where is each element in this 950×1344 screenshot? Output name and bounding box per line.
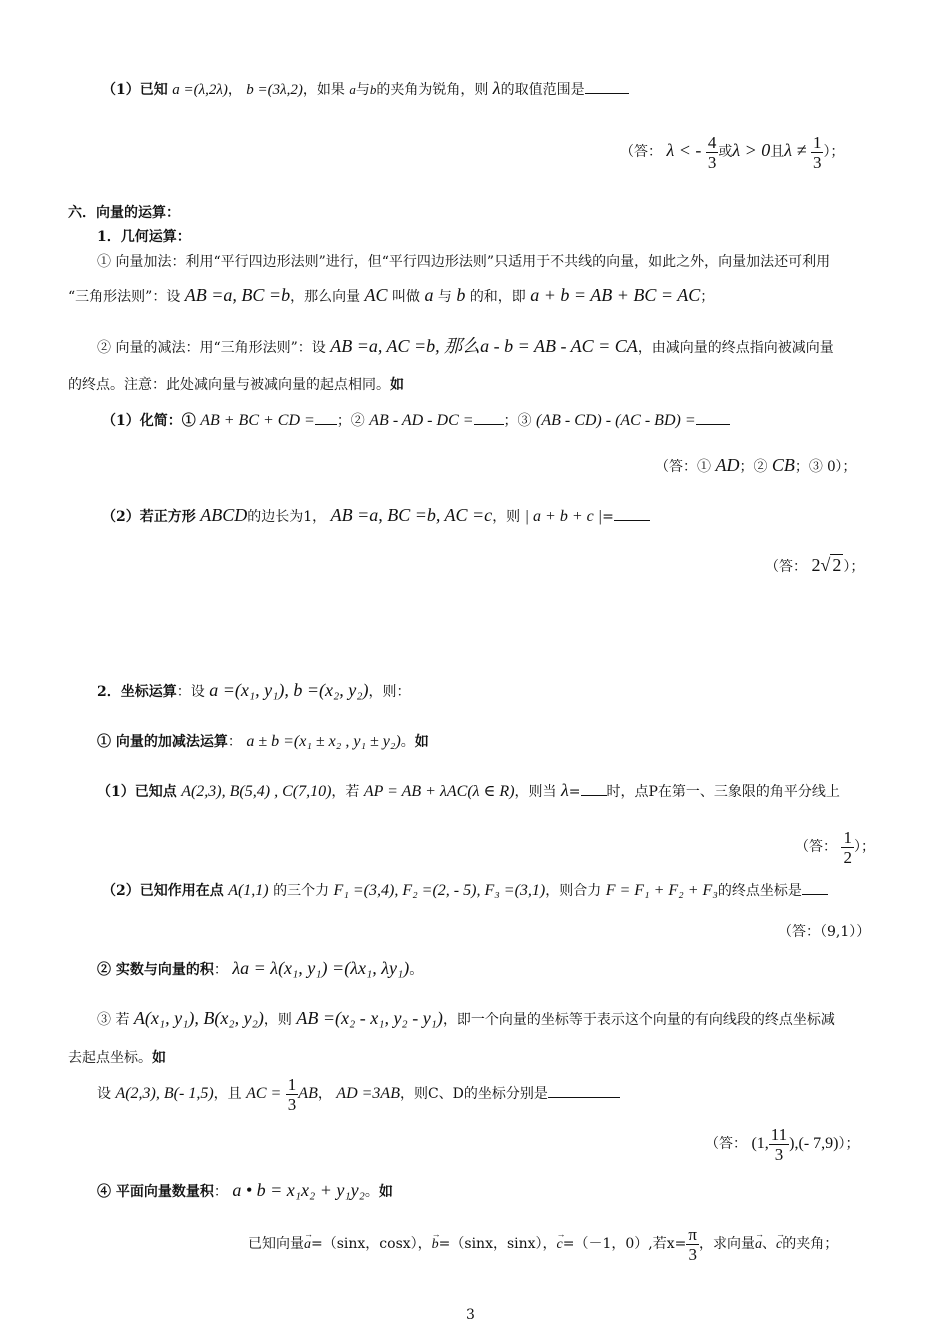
example-label: （1）已知 [102, 82, 168, 98]
text: ；② [336, 413, 365, 429]
addsub-line [97, 732, 429, 752]
denominator: 2 [843, 847, 852, 867]
math-name: ABCD [200, 505, 248, 525]
example-label: （1）已知点 [97, 784, 177, 800]
text: 如 [152, 1050, 166, 1066]
denominator: 3 [707, 152, 717, 172]
square-line [102, 505, 650, 527]
item-title: ② 实数与向量的积 [97, 962, 214, 978]
text: ，如果 [302, 82, 345, 98]
text: 的终点。注意：此处减向量与被减向量的起点相同。 [68, 377, 390, 393]
example-label: （1）化简：① [102, 413, 196, 429]
math-eq: AB =(x₂ - x₁, y₂ - y₁) [296, 1008, 443, 1028]
math-eq: a + b = AB + BC = AC [530, 285, 701, 305]
lambda-symbol: λ [560, 780, 569, 800]
text: 的取值范围是 [500, 82, 585, 98]
paragraph: ① 向量加法：利用“平行四边形法则”进行，但“平行四边形法则”只适用于不共线的向量，如此之外，向量加法还可利用 [97, 254, 831, 270]
punct: ： [213, 1184, 228, 1200]
subsection-title: 2．坐标运算 [97, 684, 177, 700]
answer-blank [581, 781, 607, 796]
answer-blank [696, 410, 730, 425]
radicand: 2 [832, 555, 842, 575]
answer-suffix: ）； [823, 144, 845, 160]
text: =（sinx，sinx）， [438, 1236, 557, 1252]
text: 或 [718, 144, 733, 160]
text: 如 [378, 1184, 393, 1200]
section-title: 六．向量的运算： [68, 205, 180, 221]
answer-line [655, 455, 856, 477]
text: =（－1，0）,若x= [562, 1236, 687, 1252]
vector-b-def: b =(3λ,2) [246, 82, 303, 98]
math-eq: AP = AB + λAC(λ ∈ R) [363, 783, 515, 800]
math-eq: a ± b =(x₁ ± x₂ , y₁ ± y₂) [246, 733, 401, 750]
answer-blank [585, 79, 629, 94]
vector-a-def: a =(λ,2λ) [172, 82, 228, 98]
coefficient: 2 [811, 555, 821, 575]
text: 叫做 [392, 289, 420, 305]
text: 的夹角为锐角，则 [376, 82, 489, 98]
answer-math: λ > 0 [732, 140, 771, 160]
text: 如 [414, 734, 429, 750]
math-abs: | a + b + c | [524, 508, 603, 525]
answer-math: λ ≠ [784, 140, 807, 160]
punct: 。 [364, 1184, 379, 1200]
math-eq: AB =a, BC =b, AC =c [330, 505, 493, 525]
math-eq: λa = λ(x₁, y₁) =(λx₁, λy₁) [232, 958, 410, 978]
answer-blank [614, 506, 650, 521]
numerator: 11 [770, 1124, 788, 1144]
text: ，则 [263, 1012, 292, 1028]
fraction-1-2 [841, 828, 854, 867]
answer-math: AD [715, 455, 740, 475]
text: 设 [97, 1086, 111, 1102]
text: 已知向量 [248, 1236, 304, 1252]
answer-line: （答：（9,1）） [778, 924, 871, 940]
answer-prefix: （答：① [655, 459, 711, 475]
math-point: A(1,1) [228, 882, 269, 899]
answer-blank [548, 1083, 620, 1098]
numerator: 1 [812, 132, 822, 152]
punct: ： [227, 734, 242, 750]
text: ；③ [503, 413, 532, 429]
text: 时，点P在第一、三象限的角平分线上 [606, 784, 840, 800]
math-b: b [456, 285, 466, 305]
numerator: 4 [707, 132, 717, 152]
vector-b: → b [432, 1223, 439, 1267]
text: ；② [739, 459, 768, 475]
punct: 。 [409, 962, 424, 978]
answer-math: λ < - [666, 140, 702, 160]
math-AB: AB [298, 1085, 318, 1102]
answer-blank [802, 880, 828, 895]
vector-c: → c [557, 1223, 563, 1267]
text: ，求向量 [698, 1236, 755, 1252]
page-number: 3 [466, 1307, 475, 1323]
answer-line [705, 1122, 859, 1166]
answer-suffix: ）； [835, 459, 857, 475]
text: ，且 [213, 1086, 242, 1102]
punct: ： [213, 962, 228, 978]
text: ，即一个向量的坐标等于表示这个向量的有向线段的终点坐标减 [442, 1012, 835, 1028]
math-eq: AB - AD - DC = [369, 412, 474, 429]
text: 与 [355, 82, 370, 98]
answer-prefix: （答： [765, 559, 807, 575]
punct: 。 [400, 734, 415, 750]
text: ，则合力 [545, 883, 602, 899]
punct: ， [227, 82, 242, 98]
math-points: A(2,3), B(5,4) , C(7,10) [181, 783, 332, 800]
answer-math: CB [771, 455, 795, 475]
numerator: π [688, 1224, 697, 1244]
math-eq: AB + BC + CD = [200, 412, 315, 429]
text: “三角形法则”：设 [68, 289, 181, 305]
text: ：设 [176, 684, 205, 700]
text: ，那么向量 [290, 289, 361, 305]
math-eq: AC = [246, 1085, 282, 1102]
text: ；③ [794, 459, 823, 475]
example-2-line [102, 880, 828, 901]
text: 的夹角； [782, 1236, 839, 1252]
answer-math: 2√ 2 [811, 555, 842, 575]
text: ，则C、D的坐标分别是 [399, 1086, 548, 1102]
text: = [602, 509, 614, 525]
example-line [97, 1072, 620, 1116]
denominator: 3 [688, 1244, 697, 1264]
vector-a: → a [304, 1223, 311, 1267]
scalar-line [97, 958, 423, 980]
math-eq: AB =a, AC =b, 那么a - b = AB - AC = CA [330, 336, 638, 356]
text: ，则： [368, 684, 411, 700]
answer-suffix: ）； [843, 559, 865, 575]
answer-math: (1, [751, 1135, 769, 1152]
answer-line [795, 825, 875, 869]
denominator: 3 [812, 152, 822, 172]
answer-blank [315, 410, 337, 425]
text: ② 向量的减法：用“三角形法则”：设 [97, 340, 326, 356]
numerator: 1 [843, 827, 852, 847]
fraction-1-3 [811, 133, 824, 172]
answer-line [765, 555, 864, 577]
text: ③ 若 [97, 1012, 130, 1028]
addition-line [68, 285, 714, 307]
math-eq: F = F₁ + F₂ + F₃ [605, 882, 718, 899]
answer-prefix: （答： [620, 144, 662, 160]
punct: ； [700, 289, 715, 305]
answer-math: 0 [827, 458, 836, 475]
subtraction-line [97, 336, 834, 358]
fraction-pi-3 [686, 1225, 699, 1264]
answer-prefix: （答： [795, 839, 837, 855]
math-a: a [424, 285, 434, 305]
coord-diff-line [97, 1008, 835, 1030]
item-title: ① 向量的加减法运算 [97, 734, 228, 750]
text: 的和，即 [469, 289, 526, 305]
dot-product-example [248, 1222, 838, 1267]
paragraph [68, 1048, 166, 1068]
text: 与 [437, 289, 452, 305]
example-label: （2）已知作用在点 [102, 883, 224, 899]
text: 的终点坐标是 [717, 883, 802, 899]
coord-title-line [97, 680, 410, 702]
text: 且 [770, 144, 785, 160]
vector-c: → c [776, 1223, 782, 1267]
example-angle-line [102, 78, 629, 100]
text: 的三个力 [273, 883, 330, 899]
item-title: ④ 平面向量数量积 [97, 1184, 214, 1200]
lambda-symbol: λ [492, 78, 501, 98]
example-1-line: （1）已知点 A(2,3), B(5,4) , C(7,10)，若 AP = AB + λAC(λ ∈ R)，则当 λ= 时，点P在第一、三象限的角平分线上 [97, 780, 840, 800]
denominator: 3 [774, 1144, 784, 1164]
fraction-1-3 [286, 1075, 299, 1114]
answer-line [620, 128, 844, 174]
vector-a: a [349, 82, 356, 97]
text: 的边长为1， [247, 509, 327, 525]
vector-a: → a [755, 1223, 762, 1267]
math-AC: AC [364, 285, 388, 305]
math-eq: a =(x₁, y₁), b =(x₂, y₂) [209, 680, 369, 700]
dot-product-line [97, 1180, 393, 1202]
math-points: A(x₁, y₁), B(x₂, y₂) [133, 1008, 264, 1028]
answer-prefix: （答： [705, 1136, 747, 1152]
text: 去起点坐标。 [68, 1050, 152, 1066]
text: 如 [390, 377, 404, 393]
text: ，由减向量的终点指向被减向量 [637, 340, 834, 356]
punct: 、 [761, 1236, 776, 1252]
punct: ， [317, 1086, 332, 1102]
answer-suffix: ）； [838, 1136, 860, 1152]
answer-blank [474, 410, 504, 425]
math-eq: a • b = x₁x₂ + y₁y₂ [232, 1180, 365, 1200]
example-label: （2）若正方形 [102, 509, 196, 525]
paragraph [68, 375, 404, 395]
simplify-line [102, 410, 730, 431]
denominator: 3 [287, 1094, 297, 1114]
math-eq: AB =a, BC =b [184, 285, 291, 305]
vector-b: b [369, 82, 377, 97]
text: ，则当 [514, 784, 557, 800]
math-points: A(2,3), B(- 1,5) [115, 1085, 214, 1102]
math-forces: F₁ =(3,4), F₂ =(2, - 5), F₃ =(3,1) [333, 882, 546, 899]
math-eq: AD =3AB [336, 1085, 400, 1102]
text: =（sinx，cosx）， [311, 1236, 432, 1252]
subsection-title: 1．几何运算： [97, 229, 191, 245]
answer-suffix: ）； [853, 839, 875, 855]
fraction-4-3 [706, 133, 719, 172]
math-eq: (AB - CD) - (AC - BD) = [535, 412, 696, 429]
text: ，则 [492, 509, 521, 525]
text: ，若 [331, 784, 360, 800]
numerator: 1 [287, 1074, 297, 1094]
answer-math: ),(- 7,9) [789, 1135, 839, 1152]
fraction-11-3 [769, 1125, 789, 1164]
